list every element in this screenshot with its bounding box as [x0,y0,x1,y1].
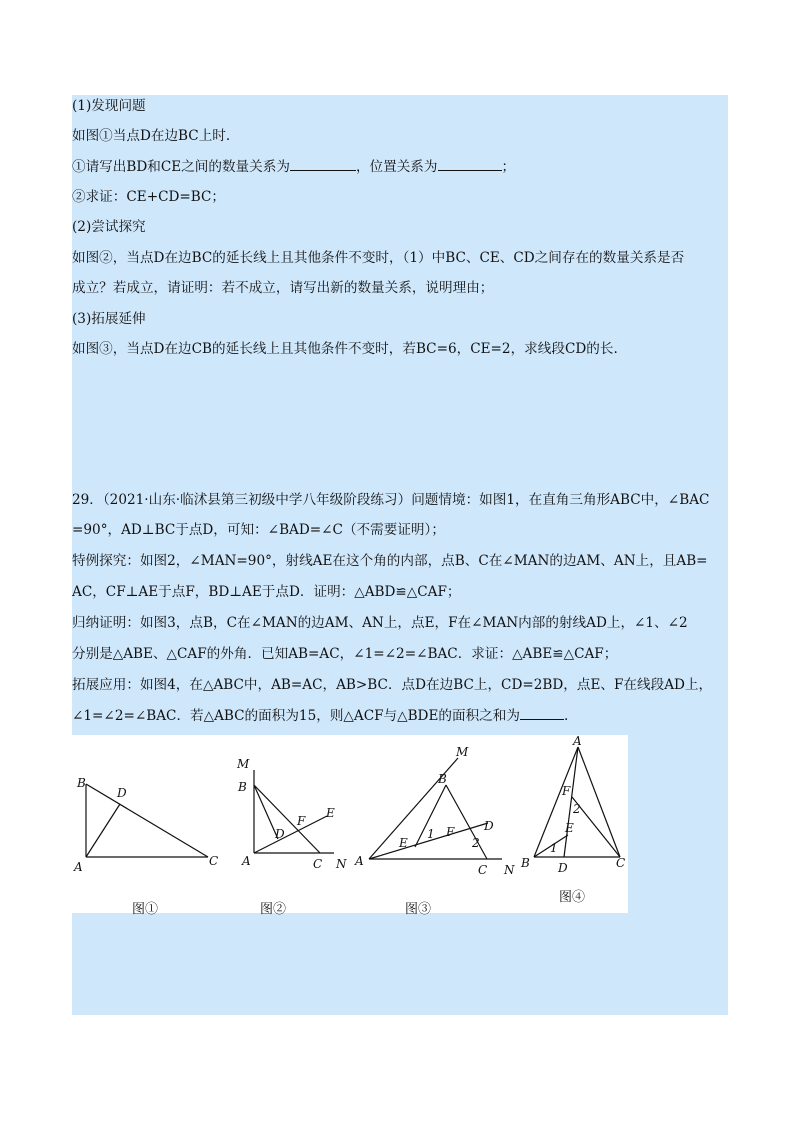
svg-text:C: C [313,857,323,871]
problem-29-line-7: 拓展应用：如图4，在△ABC中，AB=AC，AB>BC．点D在边BC上，CD=2BD，点E、F在线段AD上， [72,677,713,693]
answer-blank-1[interactable] [290,158,356,171]
svg-text:A: A [242,854,251,868]
figure-2-labels [236,757,347,871]
svg-text:C: C [209,854,219,868]
figures-panel [72,735,628,917]
svg-text:F: F [446,825,455,839]
svg-text:2: 2 [573,802,581,816]
svg-text:M: M [456,745,469,759]
svg-text:D: D [275,827,285,841]
svg-text:F: F [297,814,306,828]
svg-text:E: E [565,821,574,835]
svg-text:N: N [336,857,347,871]
svg-text:C: C [616,856,626,870]
svg-text:B: B [438,772,447,786]
svg-text:D: D [558,861,568,875]
problem-29-line-1: 29．（2021·山东·临沭县第三初级中学八年级阶段练习）问题情境：如图1，在直角三角形ABC中，∠BAC [72,492,710,508]
question-1-1: ①请写出BD和CE之间的数量关系为 ，位置关系为 ； [72,159,516,175]
problem-29-line-5: 归纳证明：如图3，点B，C在∠MAN的边AM、AN上，点E，F在∠MAN内部的射线AD上，∠1、∠2 [72,615,688,631]
svg-text:B: B [77,776,86,790]
svg-text:1: 1 [427,827,435,841]
svg-text:E: E [326,806,335,820]
section-2-heading: (2)尝试探究 [72,219,146,235]
section-3-heading: (3)拓展延伸 [72,311,146,327]
problem-29-line-8: ∠1=∠2=∠BAC．若△ABC的面积为15，则△ACF与△BDE的面积之和为 . [72,708,569,724]
figure-3 [369,758,502,859]
caption-figure-4: 图④ [559,890,586,905]
svg-text:A: A [74,860,83,874]
problem-29-line-2: =90°，AD⊥BC于点D，可知：∠BAD=∠C（不需要证明）； [72,522,445,538]
svg-text:A: A [355,854,364,868]
svg-text:D: D [484,819,494,833]
fig1-condition: 如图①当点D在边BC上时. [72,128,231,144]
figure-1-labels [73,776,218,874]
section-2-text-1: 如图②，当点D在边BC的延长线上且其他条件不变时，（1）中BC、CE、CD之间存在的数量关系是否 [72,250,685,266]
svg-text:B: B [521,856,530,870]
svg-text:C: C [478,863,488,877]
svg-text:B: B [238,780,247,794]
section-1-heading: (1)发现问题 [72,98,146,114]
answer-blank-2[interactable] [438,158,502,171]
problem-29-line-6: 分别是△ABE、△CAF的外角．已知AB=AC，∠1=∠2=∠BAC．求证：△ABE≌△CAF； [72,646,618,662]
caption-figure-3: 图③ [405,902,432,917]
problem-29-line-4: AC，CF⊥AE于点F，BD⊥AE于点D．证明：△ABD≌△CAF； [72,584,461,600]
figure-3-labels [354,745,515,877]
problem-29-line-3: 特例探究：如图2，∠MAN=90°，射线AE在这个角的内部，点B、C在∠MAN的边AM、AN上，且AB= [72,553,708,569]
svg-text:A: A [573,735,582,748]
svg-text:N: N [504,863,515,877]
svg-text:M: M [237,757,250,771]
svg-text:2: 2 [472,836,480,850]
section-2-text-2: 成立？若成立，请证明：若不成立，请写出新的数量关系，说明理由； [72,280,494,296]
svg-text:E: E [399,836,408,850]
answer-blank-3[interactable] [520,707,564,720]
svg-text:1: 1 [550,841,558,855]
geometry-figures [72,735,628,913]
figure-2 [254,770,334,853]
section-3-text: 如图③，当点D在边CB的延长线上且其他条件不变时，若BC=6，CE=2，求线段CD的长. [72,341,618,357]
caption-figure-1: 图① [132,902,159,917]
svg-text:D: D [117,786,127,800]
caption-figure-2: 图② [260,902,287,917]
question-1-2: ②求证：CE+CD=BC； [72,189,226,205]
svg-text:F: F [562,784,571,798]
figure-1 [86,784,208,857]
